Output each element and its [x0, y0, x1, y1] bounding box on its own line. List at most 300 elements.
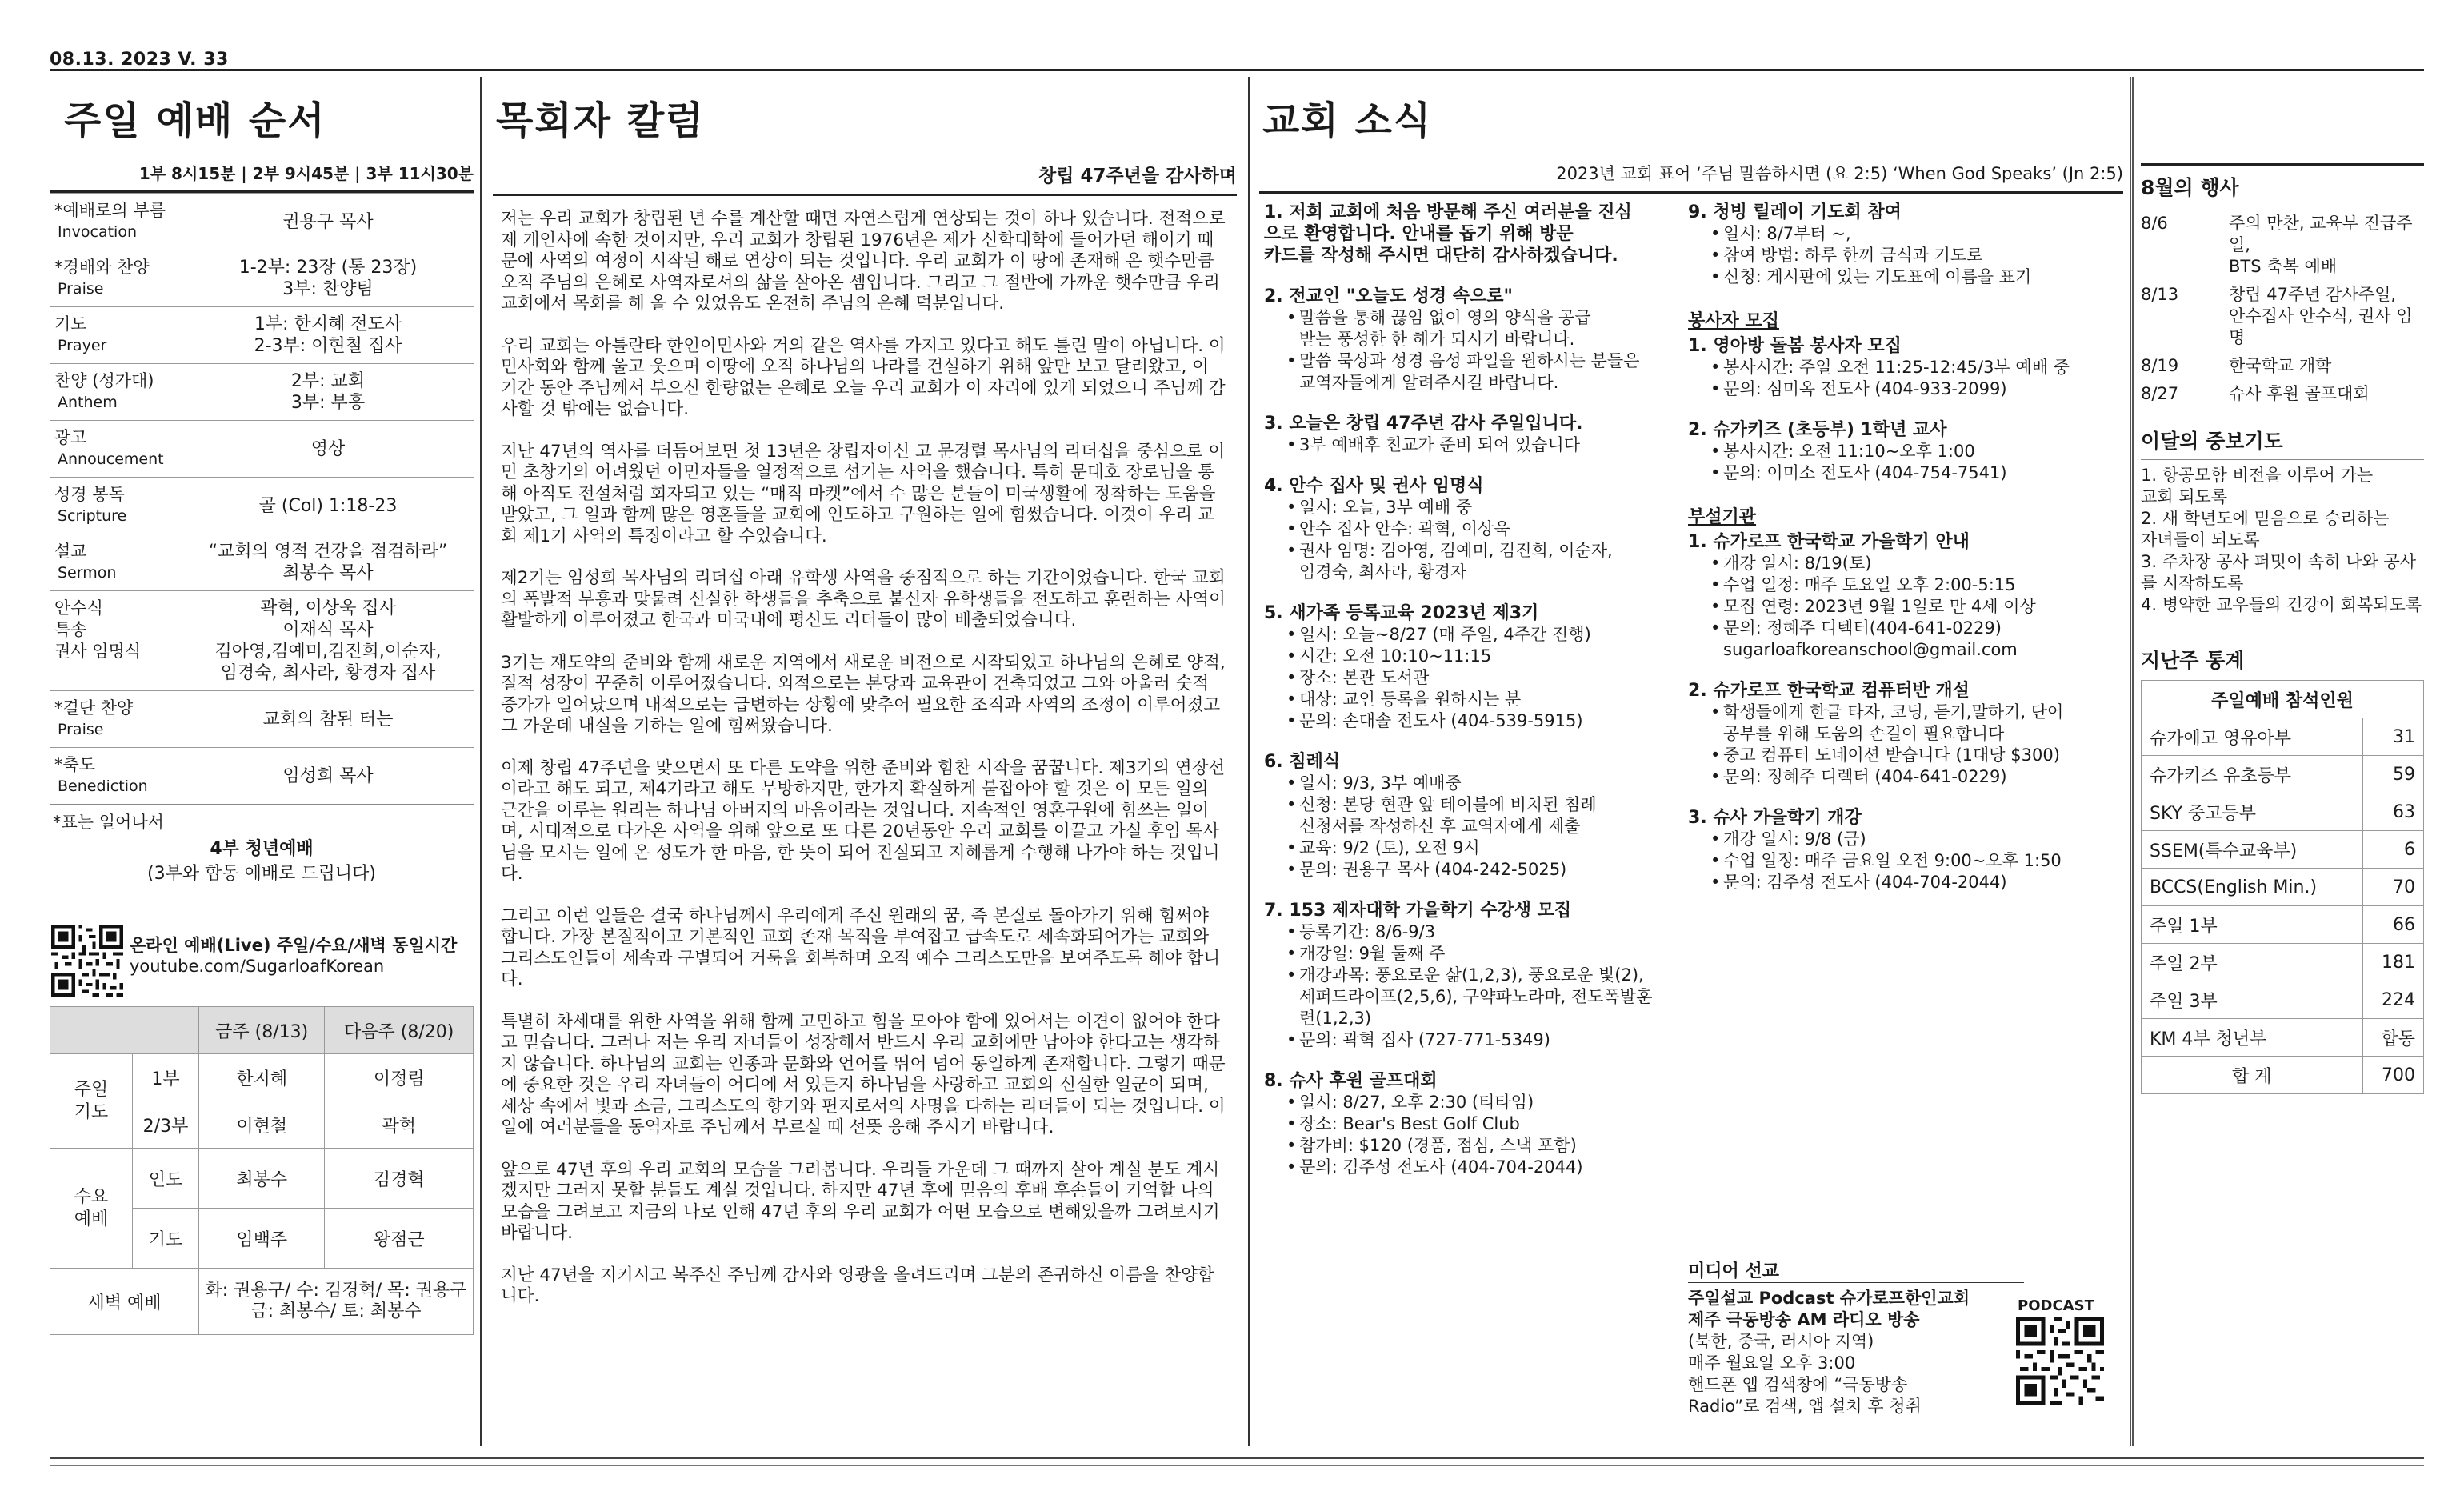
news-bullet-text: 봉사시간: 오전 11:10~오후 1:00: [1723, 442, 1975, 461]
stand-note: *표는 일어나서: [53, 813, 164, 832]
event-date: 8/6: [2141, 214, 2168, 233]
news-bullet-text: 시간: 오전 10:10~11:15: [1299, 646, 1492, 666]
attendance-value: 31: [2362, 718, 2423, 756]
column-body: [493, 196, 1237, 1308]
duty-cell: 한지혜: [199, 1054, 325, 1101]
worship-item-value: 교회의 참된 터는: [262, 709, 394, 730]
news-bullet-text: 수업 일정: 매주 금요일 오전 9:00~오후 1:50: [1723, 851, 2062, 870]
duty-cell: 이정림: [325, 1054, 474, 1101]
news-item-title: 5. 새가족 등록교육 2023년 제3기: [1264, 603, 1539, 623]
podcast-label: PODCAST: [2018, 1297, 2094, 1314]
news-bullet-text: 문의: 정혜주 디렉터 (404-641-0229): [1723, 767, 2007, 786]
worship-item-label-en: Scripture: [58, 507, 127, 525]
news-item-title: 7. 153 제자대학 가을학기 수강생 모집: [1264, 901, 1572, 921]
news-list-left: [1259, 202, 1683, 1446]
event-date: 8/27: [2141, 384, 2179, 403]
news-bullet: [1286, 965, 1678, 1029]
bullet-icon: •: [1710, 575, 1721, 594]
bullet-icon: •: [1710, 851, 1721, 870]
youth-service-title: 4부 청년예배: [210, 839, 314, 859]
bullet-icon: •: [1286, 965, 1297, 985]
bullet-icon: •: [1710, 267, 1721, 286]
bullet-icon: •: [1710, 746, 1721, 765]
news-bullet: [1286, 921, 1678, 943]
worship-item-label: [54, 427, 182, 470]
worship-item-label-en: Prayer: [58, 337, 107, 354]
news-bullet: [1710, 266, 2118, 288]
duty-group-wednesday: 수요 예배: [50, 1149, 133, 1269]
duty-cell: 왕점근: [325, 1209, 474, 1269]
news-bullet-text: 교육: 9/2 (토), 오전 9시: [1299, 838, 1480, 857]
duty-sub: 기도: [133, 1209, 199, 1269]
bullet-icon: •: [1710, 554, 1721, 573]
attendance-row: [2142, 756, 2424, 793]
news-bullet: [1710, 702, 2118, 745]
news-bullet: [1286, 859, 1678, 881]
worship-item-label: [54, 484, 182, 527]
prayer-item: 4. 병약한 교우들의 건강이 회복되도록: [2141, 595, 2422, 614]
duty-cell: 김경혁: [325, 1149, 474, 1209]
worship-item-label: [54, 314, 182, 357]
events-title: 8월의 행사: [2141, 176, 2239, 199]
news-bullet-text: 수업 일정: 매주 토요일 오후 2:00-5:15: [1723, 575, 2016, 594]
worship-item: [50, 306, 474, 363]
news-bullet: [1710, 574, 2118, 596]
worship-item-label-ko: *결단 찬양: [54, 698, 134, 718]
news-bullet: [1710, 357, 2118, 378]
event-item: [2141, 284, 2424, 349]
worship-item-label-ko: *축도: [54, 755, 96, 774]
worship-item-value: 권용구 목사: [282, 211, 374, 232]
worship-item-label: [54, 541, 182, 584]
media-line: 제주 극동방송 AM 라디오 방송: [1688, 1310, 1920, 1329]
media-mission: [1688, 1257, 2104, 1417]
news-item-title: 2. 전교인 "오늘도 성경 속으로": [1264, 286, 1513, 306]
news-bullet-text: 일시: 8/27, 오후 2:30 (티타임): [1299, 1093, 1534, 1112]
bullet-icon: •: [1710, 873, 1721, 892]
duty-group-dawn: 새벽 예배: [50, 1269, 199, 1335]
news-bullet-text: 학생들에게 한글 타자, 코딩, 듣기,말하기, 단어 공부를 위해 도움의 손길이 필요합니다: [1723, 702, 2064, 743]
column-paragraph: 그리고 이런 일들은 결국 하나님께서 우리에게 주신 원래의 꿈, 즉 본질로 돌아가기 위해 힘써야 합니다. 가장 본질적이고 기본적인 교회 존재 목적을 부여잡고 급속도로 세속화되어가는 교회와 그리스도인들이 세속과 구별되어 거룩을 회복하며 오직 예수 그리스도만을 보여주도록 해야 합니다.: [501, 905, 1221, 989]
youth-service-note: (3부와 합동 예배로 드립니다): [147, 864, 376, 884]
bullet-icon: •: [1286, 711, 1297, 730]
worship-item: [50, 420, 474, 477]
bullet-icon: •: [1710, 463, 1721, 482]
event-item: [2141, 383, 2424, 405]
news-bullet: [1710, 872, 2118, 893]
attendance-total-label: 합 계: [2142, 1057, 2363, 1094]
attendance-row: [2142, 1019, 2424, 1057]
service-times: 1부 8시15분 | 2부 9시45분 | 3부 11시30분: [138, 164, 474, 183]
news-bullet: [1286, 710, 1678, 732]
worship-item-value: 곽혁, 이상욱 집사 이재식 목사 김아영,김예미,김진희,이순자, 임경숙, 최사라, 황경자 집사: [214, 598, 442, 683]
bullet-icon: •: [1286, 1157, 1297, 1177]
worship-item-value: 영상: [310, 438, 346, 459]
worship-item-label-ko: 성경 봉독: [54, 485, 125, 504]
bullet-icon: •: [1710, 597, 1721, 616]
news-bullet-text: 권사 임명: 김아영, 김예미, 김진희, 이순자, 임경숙, 최사라, 황경자: [1299, 541, 1613, 582]
news-bullet: [1286, 667, 1678, 689]
column-divider: [1248, 77, 1250, 1446]
news-bullet-text: 문의: 심미옥 전도사 (404-933-2099): [1723, 379, 2007, 398]
attendance-table: [2141, 680, 2424, 1094]
issue-label: 08.13. 2023 V. 33: [50, 50, 229, 70]
bullet-icon: •: [1286, 795, 1297, 814]
news-item-title: 6. 침례식: [1264, 752, 1341, 772]
news-item: [1264, 202, 1678, 266]
prayer-title: 이달의 중보기도: [2141, 430, 2283, 453]
bottom-rule: [50, 1457, 2424, 1459]
news-bullet: [1286, 1029, 1678, 1051]
online-worship: [50, 925, 474, 1001]
news-bullet: [1286, 1113, 1678, 1135]
bullet-icon: •: [1286, 773, 1297, 793]
sidebar-column: [2141, 77, 2424, 1446]
column-paragraph: 저는 우리 교회가 창립된 년 수를 계산할 때면 자연스럽게 연상되는 것이 하나 있습니다. 전적으로 제 개인사에 속한 것이지만, 우리 교회가 창립된 1976년은 제가 신학대학에 들어가던 해이기 때문에 사역의 여정이 시작된 해로 연상이 되는 것입니다. 우리 교회가 이 땅에 존재해 온 햇수만큼 오직 주님의 은혜로 사역자로서의 삶을 살아온 셈입니다. 그리고 그 절반에 가까운 햇수만큼 우리 교회에서 목회를 해 올 수 있었음도 온전히 주님의 은혜 덕분입니다.: [501, 209, 1226, 314]
bullet-icon: •: [1286, 944, 1297, 963]
attendance-value: 181: [2362, 944, 2423, 981]
media-line: 주일설교 Podcast 슈가로프한인교회: [1688, 1289, 1970, 1308]
news-bullet: [1286, 1092, 1678, 1113]
worship-item-label-en: Benediction: [58, 777, 148, 795]
news-item-title: 1. 슈가로프 한국학교 가을학기 안내: [1688, 532, 1970, 552]
duty-dawn-schedule: 화: 권용구/ 수: 김경혁/ 목: 권용구 금: 최봉수/ 토: 최봉수: [199, 1269, 474, 1335]
event-text: 창립 47주년 감사주일, 안수집사 안수식, 권사 임명: [2229, 285, 2413, 347]
event-text: 한국학교 개학: [2229, 356, 2332, 375]
duty-corner: [50, 1007, 199, 1054]
media-line: (북한, 중국, 러시아 지역): [1688, 1332, 1874, 1351]
news-item: [1264, 413, 1678, 456]
youtube-link[interactable]: youtube.com/SugarloafKorean: [130, 957, 385, 976]
duty-roster-table: [50, 1006, 474, 1335]
attendance-value: 59: [2362, 756, 2423, 793]
news-bullet-text: 개강 일시: 9/8 (금): [1723, 829, 1866, 849]
duty-header-this-week: 금주 (8/13): [199, 1007, 325, 1054]
news-item: [1688, 202, 2118, 288]
events-list: [2141, 213, 2424, 405]
news-bullet-text: 장소: 본관 도서관: [1299, 668, 1430, 687]
attendance-name: 슈가키즈 유초등부: [2142, 756, 2363, 793]
news-column: [1259, 77, 2123, 1446]
news-bullet: [1286, 497, 1678, 518]
prayer-item: 2. 새 학년도에 믿음으로 승리하는 자녀들이 되도록: [2141, 509, 2390, 550]
podcast-qr-icon[interactable]: [2016, 1317, 2104, 1405]
bullet-icon: •: [1286, 498, 1297, 517]
media-line: 매주 월요일 오후 3:00: [1688, 1353, 1856, 1373]
bullet-icon: •: [1286, 351, 1297, 370]
news-item: [1264, 751, 1678, 881]
worship-item-label-ko: 광고: [54, 428, 87, 447]
news-bullet-text: 말씀을 통해 끊임 없이 영의 양식을 공급 받는 풍성한 한 해가 되시기 바랍니다.: [1299, 308, 1591, 349]
attendance-name: BCCS(English Min.): [2142, 869, 2363, 906]
news-group-title: 부설기관: [1688, 507, 1757, 527]
news-bullet: [1286, 773, 1678, 794]
news-bullet: [1710, 441, 2118, 462]
worship-column: [50, 77, 474, 1446]
news-bullet-text: 봉사시간: 주일 오전 11:25-12:45/3부 예배 중: [1723, 358, 2070, 377]
stats-title: 지난주 통계: [2141, 649, 2245, 672]
news-bullet: [1286, 540, 1678, 583]
duty-header-next-week: 다음주 (8/20): [325, 1007, 474, 1054]
news-bullet: [1286, 1157, 1678, 1178]
duty-sub: 인도: [133, 1149, 199, 1209]
news-bullet: [1710, 245, 2118, 266]
news-bullet-text: 문의: 이미소 전도사 (404-754-7541): [1723, 463, 2007, 482]
worship-item-label: [54, 754, 182, 797]
bullet-icon: •: [1710, 829, 1721, 849]
attendance-row: [2142, 718, 2424, 756]
worship-item: [50, 363, 474, 420]
worship-item-label-en: Invocation: [58, 223, 137, 241]
attendance-name: SSEM(특수교육부): [2142, 831, 2363, 869]
event-item: [2141, 213, 2424, 278]
news-bullet: [1710, 553, 2118, 574]
attendance-row: [2142, 944, 2424, 981]
news-item: [1264, 286, 1678, 394]
bullet-icon: •: [1710, 358, 1721, 377]
news-bullet-text: 중고 컴퓨터 도네이션 받습니다 (1대당 $300): [1723, 746, 2060, 765]
news-bullet: [1710, 850, 2118, 872]
bullet-icon: •: [1710, 379, 1721, 398]
worship-item-label-en: Annoucement: [58, 450, 164, 468]
news-item-title: 1. 영아방 돌봄 봉사자 모집: [1688, 336, 1902, 356]
worship-item-label-ko: 찬양 (성가대): [54, 371, 154, 390]
news-bullet: [1286, 624, 1678, 646]
worship-item: [50, 534, 474, 590]
news-bullet-text: 모집 연령: 2023년 9월 1일로 만 4세 이상: [1723, 597, 2036, 616]
news-bullet-text: 문의: 곽혁 집사 (727-771-5349): [1299, 1030, 1550, 1049]
bullet-icon: •: [1710, 767, 1721, 786]
news-bullet-text: 일시: 오늘, 3부 예배 중: [1299, 498, 1473, 517]
event-date: 8/19: [2141, 356, 2179, 375]
bullet-icon: •: [1710, 442, 1721, 461]
media-line: 핸드폰 앱 검색창에 “극동방송: [1688, 1375, 1908, 1394]
attendance-row: [2142, 793, 2424, 831]
news-item-title: 9. 청빙 릴레이 기도회 참여: [1688, 202, 1902, 222]
bullet-icon: •: [1286, 668, 1297, 687]
attendance-value: 6: [2362, 831, 2423, 869]
news-title: 교회 소식: [1262, 98, 1433, 143]
column-paragraph: 이제 창립 47주년을 맞으면서 또 다른 도약을 위한 준비와 힘찬 시작을 꿈꿉니다. 제3기의 연장선이라고 해도 되고, 제4기라고 해도 무방하지만, 한가지 확실하게 붙잡아야 할 것은 이 모든 일의 근간을 이루는 원리는 하나님 아버지의 마음이라는 것입니다. 지속적인 영혼구원에 힘쓰는 일이며, 시대적으로 다가온 사역을 위해 앞으로 또 다른 20년동안 우리 교회를 이끌고 가실 후임 목사님을 모시는 일에 온 성도가 한 마음, 한 뜻이 되어 진실되고 지혜롭게 수행해 나가야 하는 것입니다.: [501, 757, 1226, 884]
news-bullet-text: 참가비: $120 (경품, 점심, 스낵 포함): [1299, 1136, 1577, 1155]
worship-item-label-ko: 기도: [54, 314, 87, 334]
worship-item-value: 1-2부: 23장 (통 23장) 3부: 찬양팀: [238, 258, 418, 299]
news-bullet: [1286, 518, 1678, 540]
bullet-icon: •: [1710, 618, 1721, 638]
news-bullet-text: 등록기간: 8/6-9/3: [1299, 922, 1436, 941]
news-bullet-text: 일시: 8/7부터 ~,: [1723, 224, 1851, 243]
youtube-qr-icon[interactable]: [51, 925, 123, 997]
news-item: [1688, 419, 2118, 484]
bullet-icon: •: [1286, 1093, 1297, 1112]
worship-order-list: [50, 193, 474, 804]
news-bullet: [1286, 434, 1678, 456]
news-bullet: [1286, 1135, 1678, 1157]
prayer-list: [2141, 465, 2424, 616]
news-bullet: [1286, 646, 1678, 667]
news-bullet-text: 문의: 권용구 목사 (404-242-5025): [1299, 860, 1567, 879]
news-bullet: [1710, 462, 2118, 484]
news-bullet-text: 3부 예배후 친교가 준비 되어 있습니다: [1299, 435, 1581, 454]
media-title: 미디어 선교: [1688, 1257, 2024, 1283]
column-title: 목회자 칼럼: [496, 98, 705, 143]
duty-sub: 2/3부: [133, 1101, 199, 1149]
bullet-icon: •: [1286, 625, 1297, 644]
worship-item: [50, 250, 474, 306]
news-group-title: 봉사자 모집: [1688, 311, 1779, 331]
worship-item-label-en: Anthem: [58, 394, 118, 411]
bullet-icon: •: [1286, 1030, 1297, 1049]
news-bullet-text: 문의: 손대솔 전도사 (404-539-5915): [1299, 711, 1583, 730]
column-paragraph: 특별히 차세대를 위한 사역을 위해 함께 고민하고 힘을 모아야 함에 있어서는 이견이 없어야 한다고 믿습니다. 그러나 저는 우리 자녀들이 성장해서 반드시 우리 교회에만 남아야 한다고는 생각하지 않습니다. 하나님의 교회는 인종과 문화와 언어를 뛰어 넘어 동일하게 존재합니다. 그렇기 때문에 중요한 것은 우리 자녀들이 어디에 서 있든지 하나님을 사랑하고 교회의 신실한 일군이 되며, 세상 속에서 빛과 소금, 그리스도의 향기와 편지로서의 사명을 다하는 리더들이 되는 것입니다. 이 일에 여러분들을 동역자로 주님께서 부르실 때 선뜻 응해 주시기 바랍니다.: [501, 1011, 1226, 1137]
bullet-icon: •: [1286, 1136, 1297, 1155]
attendance-row: [2142, 906, 2424, 944]
news-bullet: [1286, 943, 1678, 965]
event-text: 슈사 후원 골프대회: [2229, 384, 2370, 403]
bullet-icon: •: [1710, 246, 1721, 265]
duty-cell: 최봉수: [199, 1149, 325, 1209]
column-paragraph: 지난 47년을 지키시고 복주신 주님께 감사와 영광을 올려드리며 그분의 존귀하신 이름을 찬양합니다.: [501, 1265, 1214, 1306]
bullet-icon: •: [1286, 1114, 1297, 1133]
news-bullet: [1286, 837, 1678, 859]
worship-item-label-en: Praise: [58, 280, 104, 298]
news-bullet: [1710, 745, 2118, 766]
attendance-row: [2142, 831, 2424, 869]
attendance-row: [2142, 981, 2424, 1019]
news-bullet-text: 문의: 김주성 전도사 (404-704-2044): [1723, 873, 2007, 892]
worship-item: [50, 477, 474, 534]
attendance-total-value: 700: [2362, 1057, 2423, 1094]
worship-item: [50, 690, 474, 747]
news-bullet-text: 장소: Bear's Best Golf Club: [1299, 1114, 1520, 1133]
news-bullet-text: 신청: 본당 현관 앞 테이블에 비치된 침례 신청서를 작성하신 후 교역자에게 제출: [1299, 795, 1597, 836]
worship-item-label-ko: 안수식 특송 권사 임명식: [54, 598, 142, 661]
bottom-rule: [50, 1465, 2424, 1466]
news-bullet-text: 문의: 정혜주 디텍터(404-641-0229) sugarloafkoreanschool@gmail.com: [1723, 618, 2018, 659]
bullet-icon: •: [1286, 308, 1297, 327]
news-bullet-text: 일시: 오늘~8/27 (매 주일, 4주간 진행): [1299, 625, 1591, 644]
attendance-total-row: [2142, 1057, 2424, 1094]
news-item-title: 8. 슈사 후원 골프대회: [1264, 1071, 1438, 1091]
news-item-title: 2. 슈가키즈 (초등부) 1학년 교사: [1688, 420, 1947, 440]
event-item: [2141, 355, 2424, 377]
worship-item-label-ko: 설교: [54, 542, 87, 561]
column-divider: [2130, 77, 2134, 1446]
attendance-value: 합동: [2362, 1019, 2423, 1057]
duty-sub: 1부: [133, 1054, 199, 1101]
news-bullet: [1710, 766, 2118, 788]
column-paragraph: 지난 47년의 역사를 더듬어보면 첫 13년은 창립자이신 고 문경렬 목사님의 리더십을 중심으로 이민 초창기의 어려웠던 이민자들을 열정적으로 섬기는 사역을 했습니다. 특히 문대호 장로님을 통해 아직도 전설처럼 회자되고 있는 “매직 마켓”에서 수 많은 분들이 미국생활에 정착하는 도움을 받았고, 그 일과 함께 많은 영혼들을 교회에 인도하고 구원하는 일에 힘썼습니다. 이것이 우리 교회 제1기 사역의 특징이라고 할 수있습니다.: [501, 441, 1226, 546]
attendance-value: 70: [2362, 869, 2423, 906]
attendance-name: 슈가예고 영유아부: [2142, 718, 2363, 756]
news-bullet: [1710, 378, 2118, 400]
news-bullet: [1710, 618, 2118, 661]
news-item-title: 3. 슈사 가을학기 개강: [1688, 808, 1862, 828]
news-item: [1264, 1070, 1678, 1178]
column-paragraph: 앞으로 47년 후의 우리 교회의 모습을 그려봅니다. 우리들 가운데 그 때까지 살아 계실 분도 계시겠지만 그러지 못할 분들도 계실 것입니다. 하지만 47년 후에 믿음의 후배 후손들이 기억할 나의 모습을 그려보고 지금의 나로 인해 47년 후의 우리 교회가 어떤 모습으로 변해있을까 그려보시기 바랍니다.: [501, 1159, 1220, 1243]
attendance-name: 주일 2부: [2142, 944, 2363, 981]
news-bullet: [1286, 794, 1678, 837]
worship-item-label: [54, 370, 182, 414]
worship-item-value: “교회의 영적 건강을 점검하라” 최봉수 목사: [208, 542, 448, 583]
column-divider: [480, 77, 482, 1446]
news-item: [1264, 602, 1678, 732]
attendance-name: KM 4부 청년부: [2142, 1019, 2363, 1057]
worship-item-label-en: Sermon: [58, 564, 117, 582]
bullet-icon: •: [1286, 860, 1297, 879]
worship-title: 주일 예배 순서: [64, 98, 326, 143]
church-motto: 2023년 교회 표어 ‘주님 말씀하시면 (요 2:5) ‘When God Speaks’ (Jn 2:5): [1556, 164, 2123, 183]
worship-item-value: 임성희 목사: [282, 765, 374, 786]
news-list-right: [1688, 202, 2118, 893]
news-item-title: 2. 슈가로프 한국학교 컴퓨터반 개설: [1688, 681, 1970, 701]
worship-item-label: [54, 598, 182, 684]
worship-item-label: [54, 257, 182, 300]
worship-item-label: [54, 200, 182, 243]
news-bullet-text: 일시: 9/3, 3부 예배중: [1299, 773, 1462, 793]
attendance-value: 224: [2362, 981, 2423, 1019]
news-item-title: 1. 저희 교회에 처음 방문해 주신 여러분을 진심 으로 환영합니다. 안내를 돕기 위해 방문 카드를 작성해 주시면 대단히 감사하겠습니다.: [1264, 202, 1632, 266]
bullet-icon: •: [1710, 702, 1721, 722]
news-bullet-text: 개강 일시: 8/19(토): [1723, 554, 1872, 573]
column-subtitle: 창립 47주년을 감사하며: [1038, 166, 1237, 186]
worship-item-label-en: Praise: [58, 721, 104, 738]
bullet-icon: •: [1286, 435, 1297, 454]
news-bullet-text: 참여 방법: 하루 한끼 금식과 기도로: [1723, 246, 1983, 265]
news-bullet: [1286, 350, 1678, 394]
worship-item: [50, 590, 474, 690]
news-bullet: [1710, 829, 2118, 850]
worship-item-value: 2부: 교회 3부: 부흥: [290, 371, 366, 413]
pastor-column: [493, 77, 1237, 1446]
attendance-value: 63: [2362, 793, 2423, 831]
attendance-value: 66: [2362, 906, 2423, 944]
news-item: [1688, 335, 2118, 400]
duty-group-sunday: 주일 기도: [50, 1054, 133, 1149]
event-text: 주의 만찬, 교육부 진급주일, BTS 축복 예배: [2229, 214, 2413, 276]
worship-item: [50, 193, 474, 250]
news-bullet: [1710, 223, 2118, 245]
news-bullet-text: 개강일: 9월 둘째 주: [1299, 944, 1446, 963]
bullet-icon: •: [1286, 519, 1297, 538]
media-line: Radio”로 검색, 앱 설치 후 청취: [1688, 1397, 1922, 1416]
news-bullet-text: 대상: 교인 등록을 원하시는 분: [1299, 690, 1522, 709]
bullet-icon: •: [1710, 224, 1721, 243]
prayer-item: 3. 주차장 공사 퍼밋이 속히 나와 공사 를 시작하도록: [2141, 552, 2417, 593]
column-paragraph: 제2기는 임성희 목사님의 리더십 아래 유학생 사역을 중점적으로 하는 기간이었습니다. 한국 교회의 폭발적 부흥과 맞물려 신실한 학생들을 추축으로 붙신자 유학생들을 전도하고 훈련하는 사역이 활발하게 이루어졌고 한국과 미국내에 평신도 리더들이 많이 배출되었습니다.: [501, 568, 1226, 630]
news-item: [1688, 807, 2118, 893]
duty-cell: 곽혁: [325, 1101, 474, 1149]
event-date: 8/13: [2141, 285, 2179, 304]
column-paragraph: 우리 교회는 아틀란타 한인이민사와 거의 같은 역사를 가지고 있다고 해도 틀린 말이 아닙니다. 이민사회와 함께 울고 웃으며 이땅에 오직 하나님의 나라를 건설하기 위해 앞만 보고 달려왔고, 이 기간 동안 주님께서 부으신 한량없는 은혜로 오늘 우리 교회가 이 자리에 있게 되었으니 주님께 감사할 것 밖에는 없습니다.: [501, 335, 1226, 419]
bullet-icon: •: [1286, 838, 1297, 857]
news-bullet-text: 개강과목: 풍요로운 삶(1,2,3), 풍요로운 빛(2), 세퍼드라이프(2,5,6), 구약파노라마, 전도폭발훈 련(1,2,3): [1299, 965, 1653, 1028]
news-item: [1264, 900, 1678, 1051]
attendance-name: SKY 중고등부: [2142, 793, 2363, 831]
news-bullet-text: 말씀 묵상과 성경 음성 파일을 원하시는 분들은 교역자들에게 알려주시길 바랍니다.: [1299, 351, 1640, 392]
top-rule: [50, 69, 2424, 71]
duty-cell: 임백주: [199, 1209, 325, 1269]
news-item-title: 3. 오늘은 창립 47주년 감사 주일입니다.: [1264, 414, 1583, 434]
attendance-name: 주일 3부: [2142, 981, 2363, 1019]
news-item: [1688, 531, 2118, 661]
news-item-title: 4. 안수 집사 및 권사 임명식: [1264, 476, 1484, 496]
news-item: [1688, 680, 2118, 788]
online-worship-title: 온라인 예배(Live) 주일/수요/새벽 동일시간: [130, 936, 458, 955]
worship-item: [50, 747, 474, 804]
news-bullet-text: 안수 집사 안수: 곽혁, 이상욱: [1299, 519, 1510, 538]
bullet-icon: •: [1286, 690, 1297, 709]
